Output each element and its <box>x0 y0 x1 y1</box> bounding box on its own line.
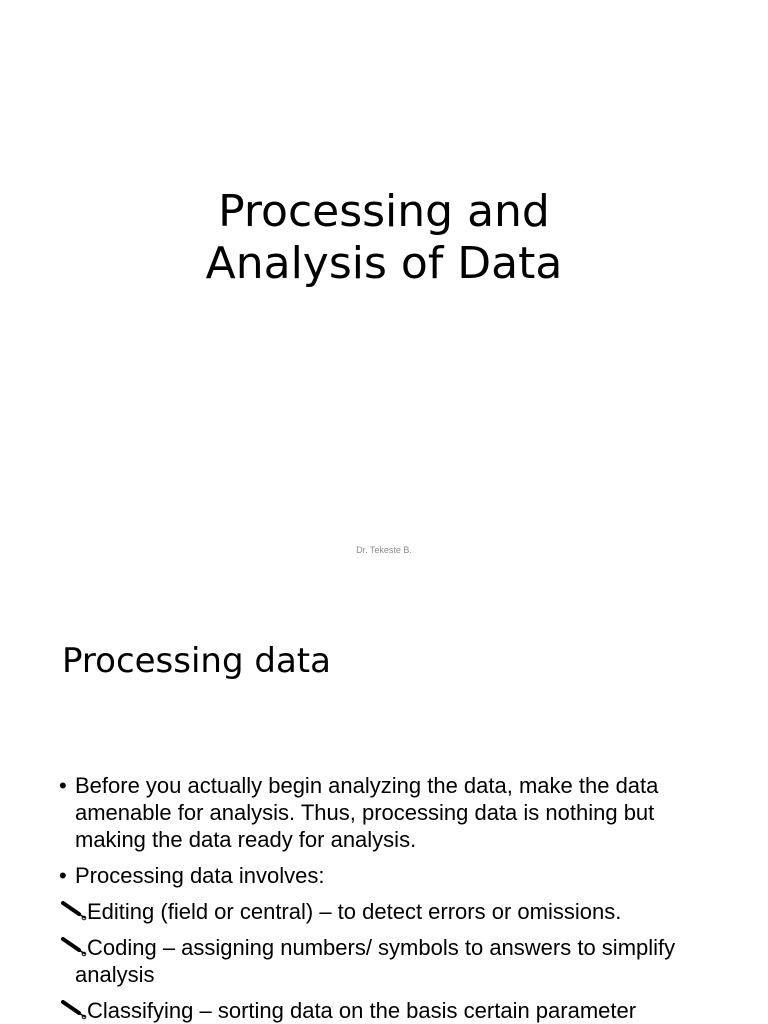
sub-item <box>58 997 708 1024</box>
pen-icon <box>61 1000 87 1020</box>
sub-item <box>58 898 708 925</box>
title-line-2: Analysis of Data <box>205 238 563 289</box>
pen-icon <box>61 901 87 921</box>
bullet-item <box>58 772 708 853</box>
sub-item <box>58 934 708 988</box>
slide-title: Processing data <box>62 641 331 681</box>
title-line-1: Processing and <box>218 186 550 237</box>
bullet-marker: • <box>59 863 67 888</box>
author-name: Dr. Tekeste B. <box>356 545 412 555</box>
bullet-marker: • <box>59 773 67 798</box>
content-slide <box>0 586 768 1024</box>
slide-body <box>58 772 708 1024</box>
pen-icon <box>61 937 87 957</box>
sub-item-text: Coding – assigning numbers/ symbols to answers to simplify analysis <box>75 935 676 987</box>
presentation-title <box>0 186 768 290</box>
bullet-text: Processing data involves: <box>75 863 325 888</box>
bullet-text: Before you actually begin analyzing the data, make the data amenable for analysis. Thus, processing data is nothing but making the data ready for analysis. <box>75 773 659 852</box>
sub-item-text: Classifying – sorting data on the basis certain parameter <box>87 998 637 1023</box>
bullet-item <box>58 862 708 889</box>
sub-item-text: Editing (field or central) – to detect errors or omissions. <box>87 899 622 924</box>
